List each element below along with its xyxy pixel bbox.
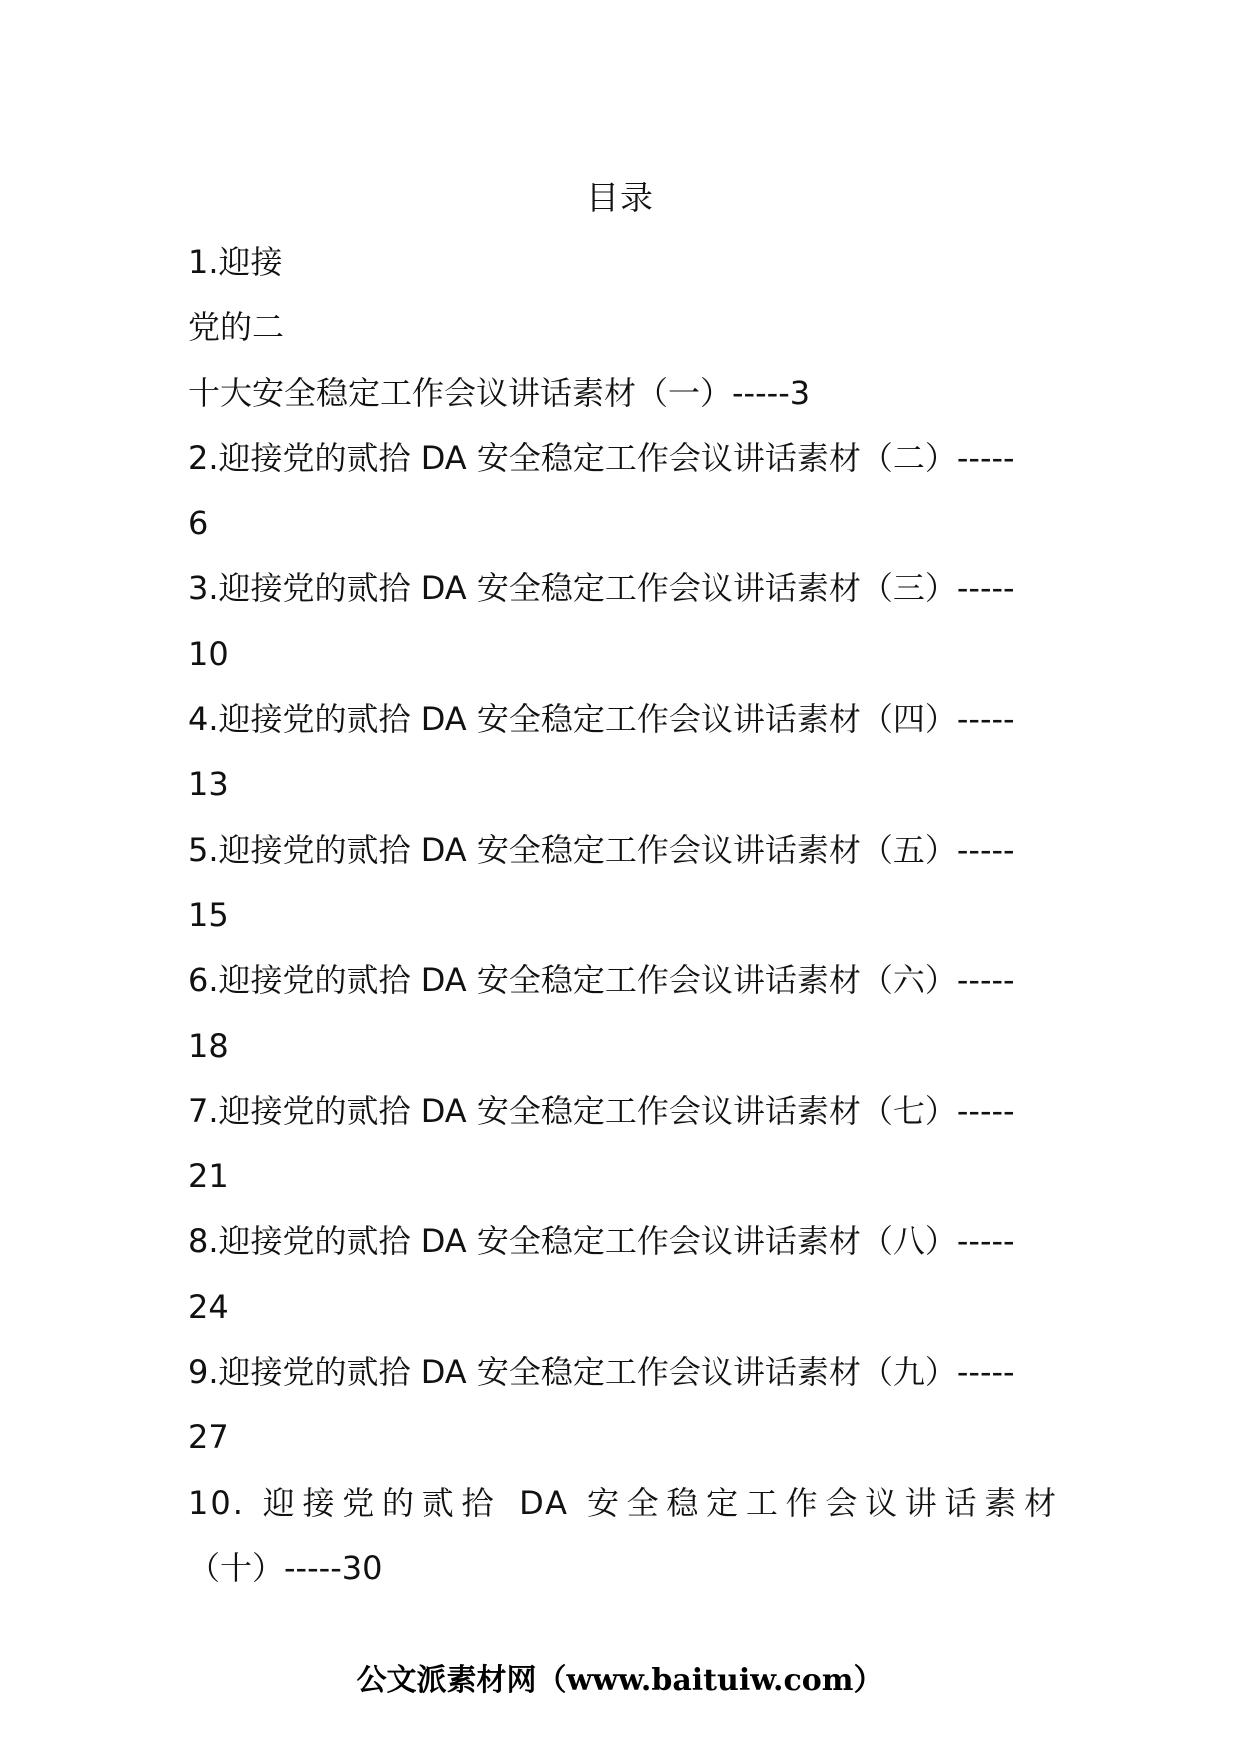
toc-line: （十）-----30: [188, 1548, 383, 1587]
toc-line: 24: [188, 1287, 229, 1326]
toc-line: 21: [188, 1157, 229, 1196]
toc-line: 6: [188, 504, 209, 543]
toc-line: 6.迎接党的贰拾 DA 安全稳定工作会议讲话素材（六）-----: [188, 961, 1015, 1000]
toc-line: 2.迎接党的贰拾 DA 安全稳定工作会议讲话素材（二）-----: [188, 438, 1015, 477]
page-title: 目录: [586, 178, 654, 217]
toc-line: 8.迎接党的贰拾 DA 安全稳定工作会议讲话素材（八）-----: [188, 1222, 1015, 1261]
toc-line: 党的二: [188, 308, 285, 347]
table-of-contents: [188, 232, 1058, 1603]
toc-line: 4.迎接党的贰拾 DA 安全稳定工作会议讲话素材（四）-----: [188, 700, 1015, 739]
toc-line: 3.迎接党的贰拾 DA 安全稳定工作会议讲话素材（三）-----: [188, 569, 1015, 608]
toc-line: 27: [188, 1418, 229, 1457]
site-footer: 公文派素材网（www.baituiw.com）: [356, 1663, 884, 1698]
toc-line: 5.迎接党的贰拾 DA 安全稳定工作会议讲话素材（五）-----: [188, 830, 1015, 869]
toc-line: 十大安全稳定工作会议讲话素材（一）-----3: [188, 373, 811, 412]
toc-line: 10. 迎接党的贰拾 DA 安全稳定工作会议讲话素材: [188, 1483, 1058, 1522]
toc-line: 1.迎接: [188, 243, 283, 281]
toc-line: 9.迎接党的贰拾 DA 安全稳定工作会议讲话素材（九）-----: [188, 1353, 1015, 1392]
toc-line: 13: [188, 765, 229, 804]
toc-line: 10: [188, 634, 229, 673]
toc-line: 18: [188, 1026, 229, 1065]
toc-line: 15: [188, 895, 229, 934]
toc-line: 7.迎接党的贰拾 DA 安全稳定工作会议讲话素材（七）-----: [188, 1091, 1015, 1130]
